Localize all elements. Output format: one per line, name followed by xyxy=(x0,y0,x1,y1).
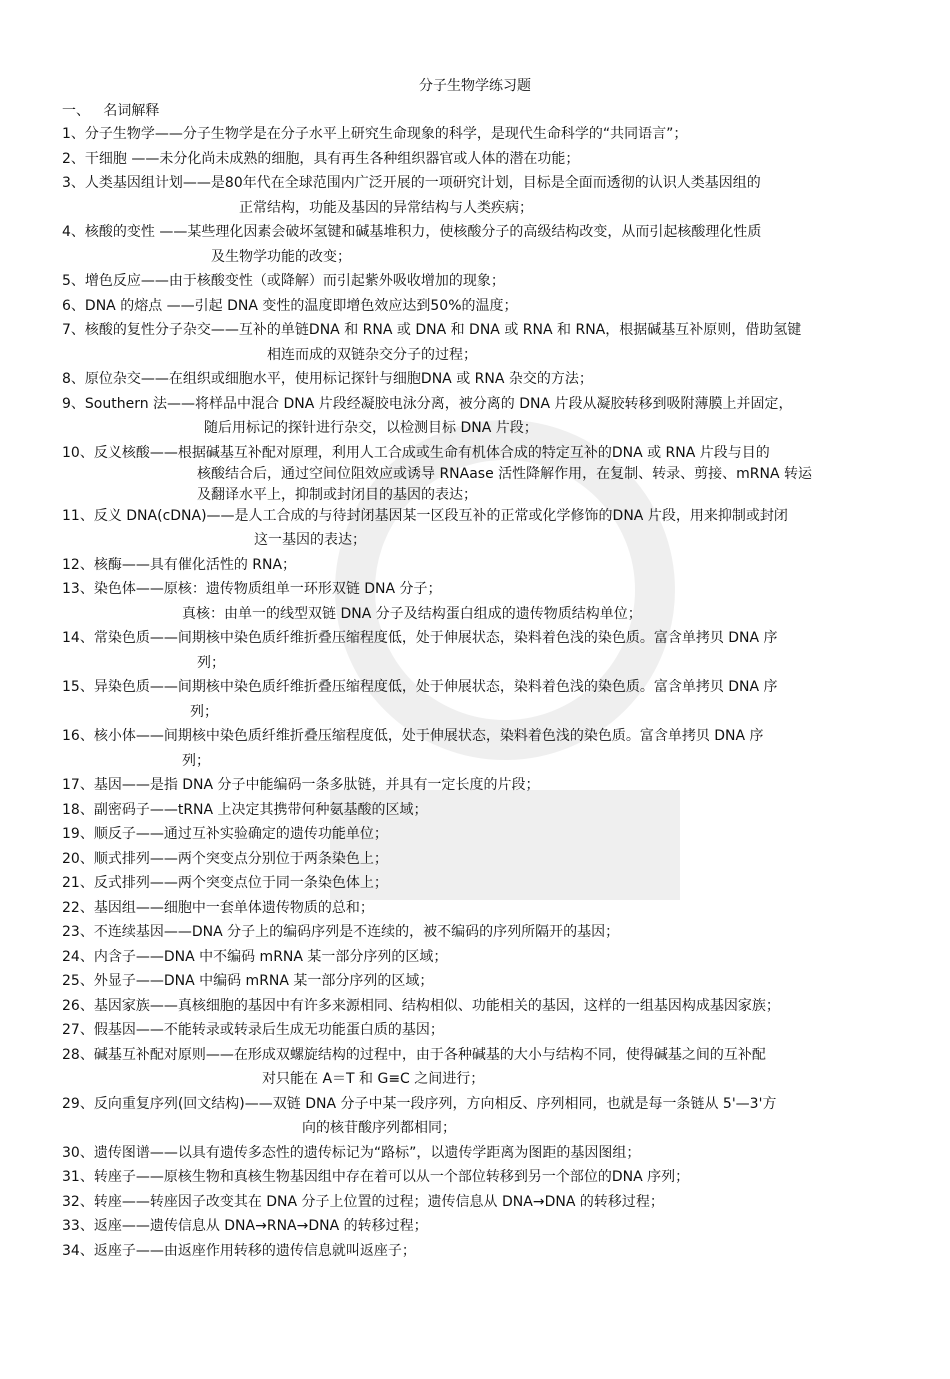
item-number: 20、 xyxy=(62,850,94,867)
item-number: 13、 xyxy=(62,581,94,597)
item-number: 25、 xyxy=(62,973,94,989)
definition-item xyxy=(62,149,902,174)
definition-continuation: 及生物学功能的改变； xyxy=(211,248,351,265)
item-number: 26、 xyxy=(62,997,94,1014)
definition-line xyxy=(62,271,902,296)
definition-line xyxy=(62,369,902,394)
definition-continuation: 这一基因的表达； xyxy=(254,532,366,548)
definition-item xyxy=(62,922,902,947)
definition-text: 转座——转座因子改变其在 DNA 分子上位置的过程；遗传信息从 DNA→DNA 的转移过程； xyxy=(93,1193,664,1210)
definition-continuation: 随后用标记的探针进行杂交，以检测目标 DNA 片段； xyxy=(204,420,538,436)
item-number: 4、 xyxy=(62,224,85,240)
definition-text: 外显子——DNA 中编码 mRNA 某一部分序列的区域； xyxy=(93,973,434,989)
item-number: 14、 xyxy=(62,630,94,646)
definition-text: DNA 的熔点 ——引起 DNA 变性的温度即增色效应达到50%的温度； xyxy=(84,297,518,314)
definition-line xyxy=(62,506,902,531)
definition-item xyxy=(62,506,902,555)
definition-line xyxy=(62,555,902,580)
definition-text: 转座子——原核生物和真核生物基因组中存在着可以从一个部位转移到另一个部位的DNA 序列； xyxy=(93,1169,690,1185)
item-number: 1、 xyxy=(62,126,85,142)
definition-text: 假基因——不能转录或转录后生成无功能蛋白质的基因； xyxy=(93,1022,444,1038)
item-number: 21、 xyxy=(62,875,94,891)
item-number: 19、 xyxy=(62,826,94,842)
definition-continuation: 向的核苷酸序列都相同； xyxy=(302,1120,456,1136)
item-number: 23、 xyxy=(62,924,94,940)
definition-item xyxy=(62,1020,902,1045)
definition-text: 人类基因组计划——是80年代在全球范围内广泛开展的一项研究计划，目标是全面而透彻的认识人类基因组的 xyxy=(84,175,761,191)
definition-item xyxy=(62,555,902,580)
item-number: 10、 xyxy=(62,444,94,461)
item-number: 24、 xyxy=(62,948,94,965)
definition-continuation: 核酸结合后，通过空间位阻效应或诱导 RNAase 活性降解作用，在复制、转录、剪接、mRNA 转运 xyxy=(197,465,813,482)
definition-text: 增色反应——由于核酸变性（或降解）而引起紫外吸收增加的现象； xyxy=(84,273,505,289)
item-number: 17、 xyxy=(62,777,94,793)
definition-text: 碱基互补配对原则——在形成双螺旋结构的过程中，由于各种碱基的大小与结构不同，使得碱基之间的互补配 xyxy=(93,1046,766,1063)
definition-text: 反式排列——两个突变点位于同一条染色体上； xyxy=(93,875,388,891)
definition-continuation: 正常结构，功能及基因的异常结构与人类疾病； xyxy=(239,199,533,216)
definition-line xyxy=(62,1143,902,1168)
item-number: 32、 xyxy=(62,1193,94,1210)
definition-text: 干细胞 ——未分化尚未成熟的细胞，具有再生各种组织器官或人体的潜在功能； xyxy=(84,150,580,167)
definition-item xyxy=(62,271,902,296)
item-number: 28、 xyxy=(62,1046,94,1063)
definition-line xyxy=(62,677,902,702)
definition-continuation: 列； xyxy=(190,703,218,720)
definition-text: 内含子——DNA 中不编码 mRNA 某一部分序列的区域； xyxy=(93,948,448,965)
definition-item xyxy=(62,1094,902,1143)
item-number: 18、 xyxy=(62,801,94,818)
definition-item xyxy=(62,296,902,321)
item-number: 15、 xyxy=(62,679,94,695)
definition-line xyxy=(62,898,902,923)
item-number: 3、 xyxy=(62,175,85,191)
definition-text: 遗传图谱——以具有遗传多态性的遗传标记为“路标”，以遗传学距离为图距的基因图组； xyxy=(93,1144,641,1161)
definition-line xyxy=(62,149,902,174)
definition-text: 顺式排列——两个突变点分别位于两条染色上； xyxy=(93,850,388,867)
definition-line xyxy=(62,1094,902,1119)
definition-item xyxy=(62,824,902,849)
definition-continuation: 真核：由单一的线型双链 DNA 分子及结构蛋白组成的遗传物质结构单位； xyxy=(182,605,642,622)
definition-item xyxy=(62,1167,902,1192)
term-list xyxy=(62,124,902,1265)
definition-continuation: 对只能在 A＝T 和 G≡C 之间进行； xyxy=(262,1071,485,1087)
definition-text: 返座——遗传信息从 DNA→RNA→DNA 的转移过程； xyxy=(93,1218,428,1234)
definition-item xyxy=(62,775,902,800)
definition-text: 异染色质——间期核中染色质纤维折叠压缩程度低，处于伸展状态，染料着色浅的染色质。富含单拷贝 DNA 序 xyxy=(93,679,778,695)
item-number: 6、 xyxy=(62,297,85,314)
definition-line xyxy=(62,320,902,345)
definition-text: 基因——是指 DNA 分子中能编码一条多肽链，并具有一定长度的片段； xyxy=(93,777,540,793)
definition-item xyxy=(62,320,902,369)
item-number: 31、 xyxy=(62,1169,94,1185)
item-number: 9、 xyxy=(62,395,85,412)
item-number: 27、 xyxy=(62,1022,94,1038)
definition-text: 反义 DNA(cDNA)——是人工合成的与待封闭基因某一区段互补的正常或化学修饰的DNA 片段，用来抑制或封闭 xyxy=(93,507,788,524)
definition-item xyxy=(62,971,902,996)
definition-text: 分子生物学——分子生物学是在分子水平上研究生命现象的科学，是现代生命科学的“共同语言”； xyxy=(84,126,688,142)
definition-text: Southern 法——将样品中混合 DNA 片段经凝胶电泳分离，被分离的 DNA 片段从凝胶转移到吸附薄膜上并固定， xyxy=(84,395,793,412)
definition-item xyxy=(62,1045,902,1094)
definition-line xyxy=(62,443,902,464)
definition-line xyxy=(62,775,902,800)
definition-item xyxy=(62,394,902,443)
definition-text: 副密码子——tRNA 上决定其携带何种氨基酸的区域； xyxy=(93,801,428,818)
definition-continuation: 列； xyxy=(197,654,225,671)
definition-line xyxy=(62,824,902,849)
definition-line xyxy=(62,1241,902,1266)
definition-text: 染色体——原核：遗传物质组单一环形双链 DNA 分子； xyxy=(93,581,442,597)
definition-text: 反向重复序列(回文结构)——双链 DNA 分子中某一段序列，方向相反、序列相同，也就是每一条链从 5'—3'方 xyxy=(93,1095,777,1112)
definition-item xyxy=(62,173,902,222)
item-number: 22、 xyxy=(62,899,94,916)
definition-item xyxy=(62,1143,902,1168)
definition-line xyxy=(62,971,902,996)
definition-text: 常染色质——间期核中染色质纤维折叠压缩程度低，处于伸展状态，染料着色浅的染色质。富含单拷贝 DNA 序 xyxy=(93,630,778,646)
definition-continuation: 列； xyxy=(182,752,210,769)
definition-item xyxy=(62,898,902,923)
definition-line xyxy=(62,1167,902,1192)
item-number: 33、 xyxy=(62,1218,94,1234)
definition-item xyxy=(62,124,902,149)
definition-text: 核酶——具有催化活性的 RNA； xyxy=(93,556,297,573)
item-number: 5、 xyxy=(62,273,85,289)
item-number: 16、 xyxy=(62,728,94,744)
item-number: 29、 xyxy=(62,1095,94,1112)
definition-text: 核酸的复性分子杂交——互补的单链DNA 和 RNA 或 DNA 和 DNA 或 RNA 和 RNA，根据碱基互补原则，借助氢键 xyxy=(84,322,802,338)
item-number: 11、 xyxy=(62,507,94,524)
page-title: 分子生物学练习题 xyxy=(419,78,531,94)
definition-item xyxy=(62,873,902,898)
definition-line xyxy=(62,222,902,247)
definition-text: 返座子——由返座作用转移的遗传信息就叫返座子； xyxy=(93,1242,416,1259)
definition-line xyxy=(62,922,902,947)
definition-continuation: 及翻译水平上，抑制或封闭目的基因的表达； xyxy=(197,486,477,503)
definition-item xyxy=(62,579,902,628)
definition-item xyxy=(62,222,902,271)
definition-item xyxy=(62,628,902,677)
definition-continuation: 相连而成的双链杂交分子的过程； xyxy=(267,346,477,363)
definition-text: 基因家族——真核细胞的基因中有许多来源相同、结构相似、功能相关的基因，这样的一组基因构成基因家族； xyxy=(93,997,780,1014)
item-number: 12、 xyxy=(62,556,94,573)
definition-item xyxy=(62,369,902,394)
definition-line xyxy=(62,1020,902,1045)
definition-line xyxy=(62,1045,902,1070)
definition-line xyxy=(62,726,902,751)
definition-line xyxy=(62,1216,902,1241)
definition-text: 不连续基因——DNA 分子上的编码序列是不连续的，被不编码的序列所隔开的基因； xyxy=(93,924,620,940)
item-number: 30、 xyxy=(62,1144,94,1161)
definition-line xyxy=(62,173,902,198)
definition-item xyxy=(62,849,902,874)
definition-line xyxy=(62,394,902,419)
definition-item xyxy=(62,726,902,775)
definition-line xyxy=(62,849,902,874)
definition-text: 反义核酸——根据碱基互补配对原理，利用人工合成或生命有机体合成的特定互补的DNA 或 RNA 片段与目的 xyxy=(93,444,770,461)
definition-item xyxy=(62,443,902,506)
definition-item xyxy=(62,1192,902,1217)
definition-line xyxy=(62,1192,902,1217)
definition-line xyxy=(62,296,902,321)
definition-line xyxy=(62,579,902,604)
definition-item xyxy=(62,800,902,825)
definition-item xyxy=(62,677,902,726)
item-number: 8、 xyxy=(62,371,85,387)
definition-line xyxy=(62,996,902,1021)
definition-item xyxy=(62,947,902,972)
item-number: 7、 xyxy=(62,322,85,338)
definition-line xyxy=(62,124,902,149)
definition-item xyxy=(62,996,902,1021)
definition-line xyxy=(62,947,902,972)
item-number: 34、 xyxy=(62,1242,94,1259)
definition-text: 核酸的变性 ——某些理化因素会破坏氢键和碱基堆积力，使核酸分子的高级结构改变，从而引起核酸理化性质 xyxy=(84,224,762,240)
definition-text: 核小体——间期核中染色质纤维折叠压缩程度低，处于伸展状态，染料着色浅的染色质。富含单拷贝 DNA 序 xyxy=(93,728,764,744)
definition-text: 基因组——细胞中一套单体遗传物质的总和； xyxy=(93,899,374,916)
definition-line xyxy=(62,628,902,653)
definition-line xyxy=(62,873,902,898)
item-number: 2、 xyxy=(62,150,85,167)
definition-text: 原位杂交——在组织或细胞水平，使用标记探针与细胞DNA 或 RNA 杂交的方法； xyxy=(84,371,593,387)
definition-item xyxy=(62,1241,902,1266)
section-heading: 一、 名词解释 xyxy=(62,103,160,119)
definition-text: 顺反子——通过互补实验确定的遗传功能单位； xyxy=(93,826,388,842)
definition-item xyxy=(62,1216,902,1241)
definition-line xyxy=(62,800,902,825)
